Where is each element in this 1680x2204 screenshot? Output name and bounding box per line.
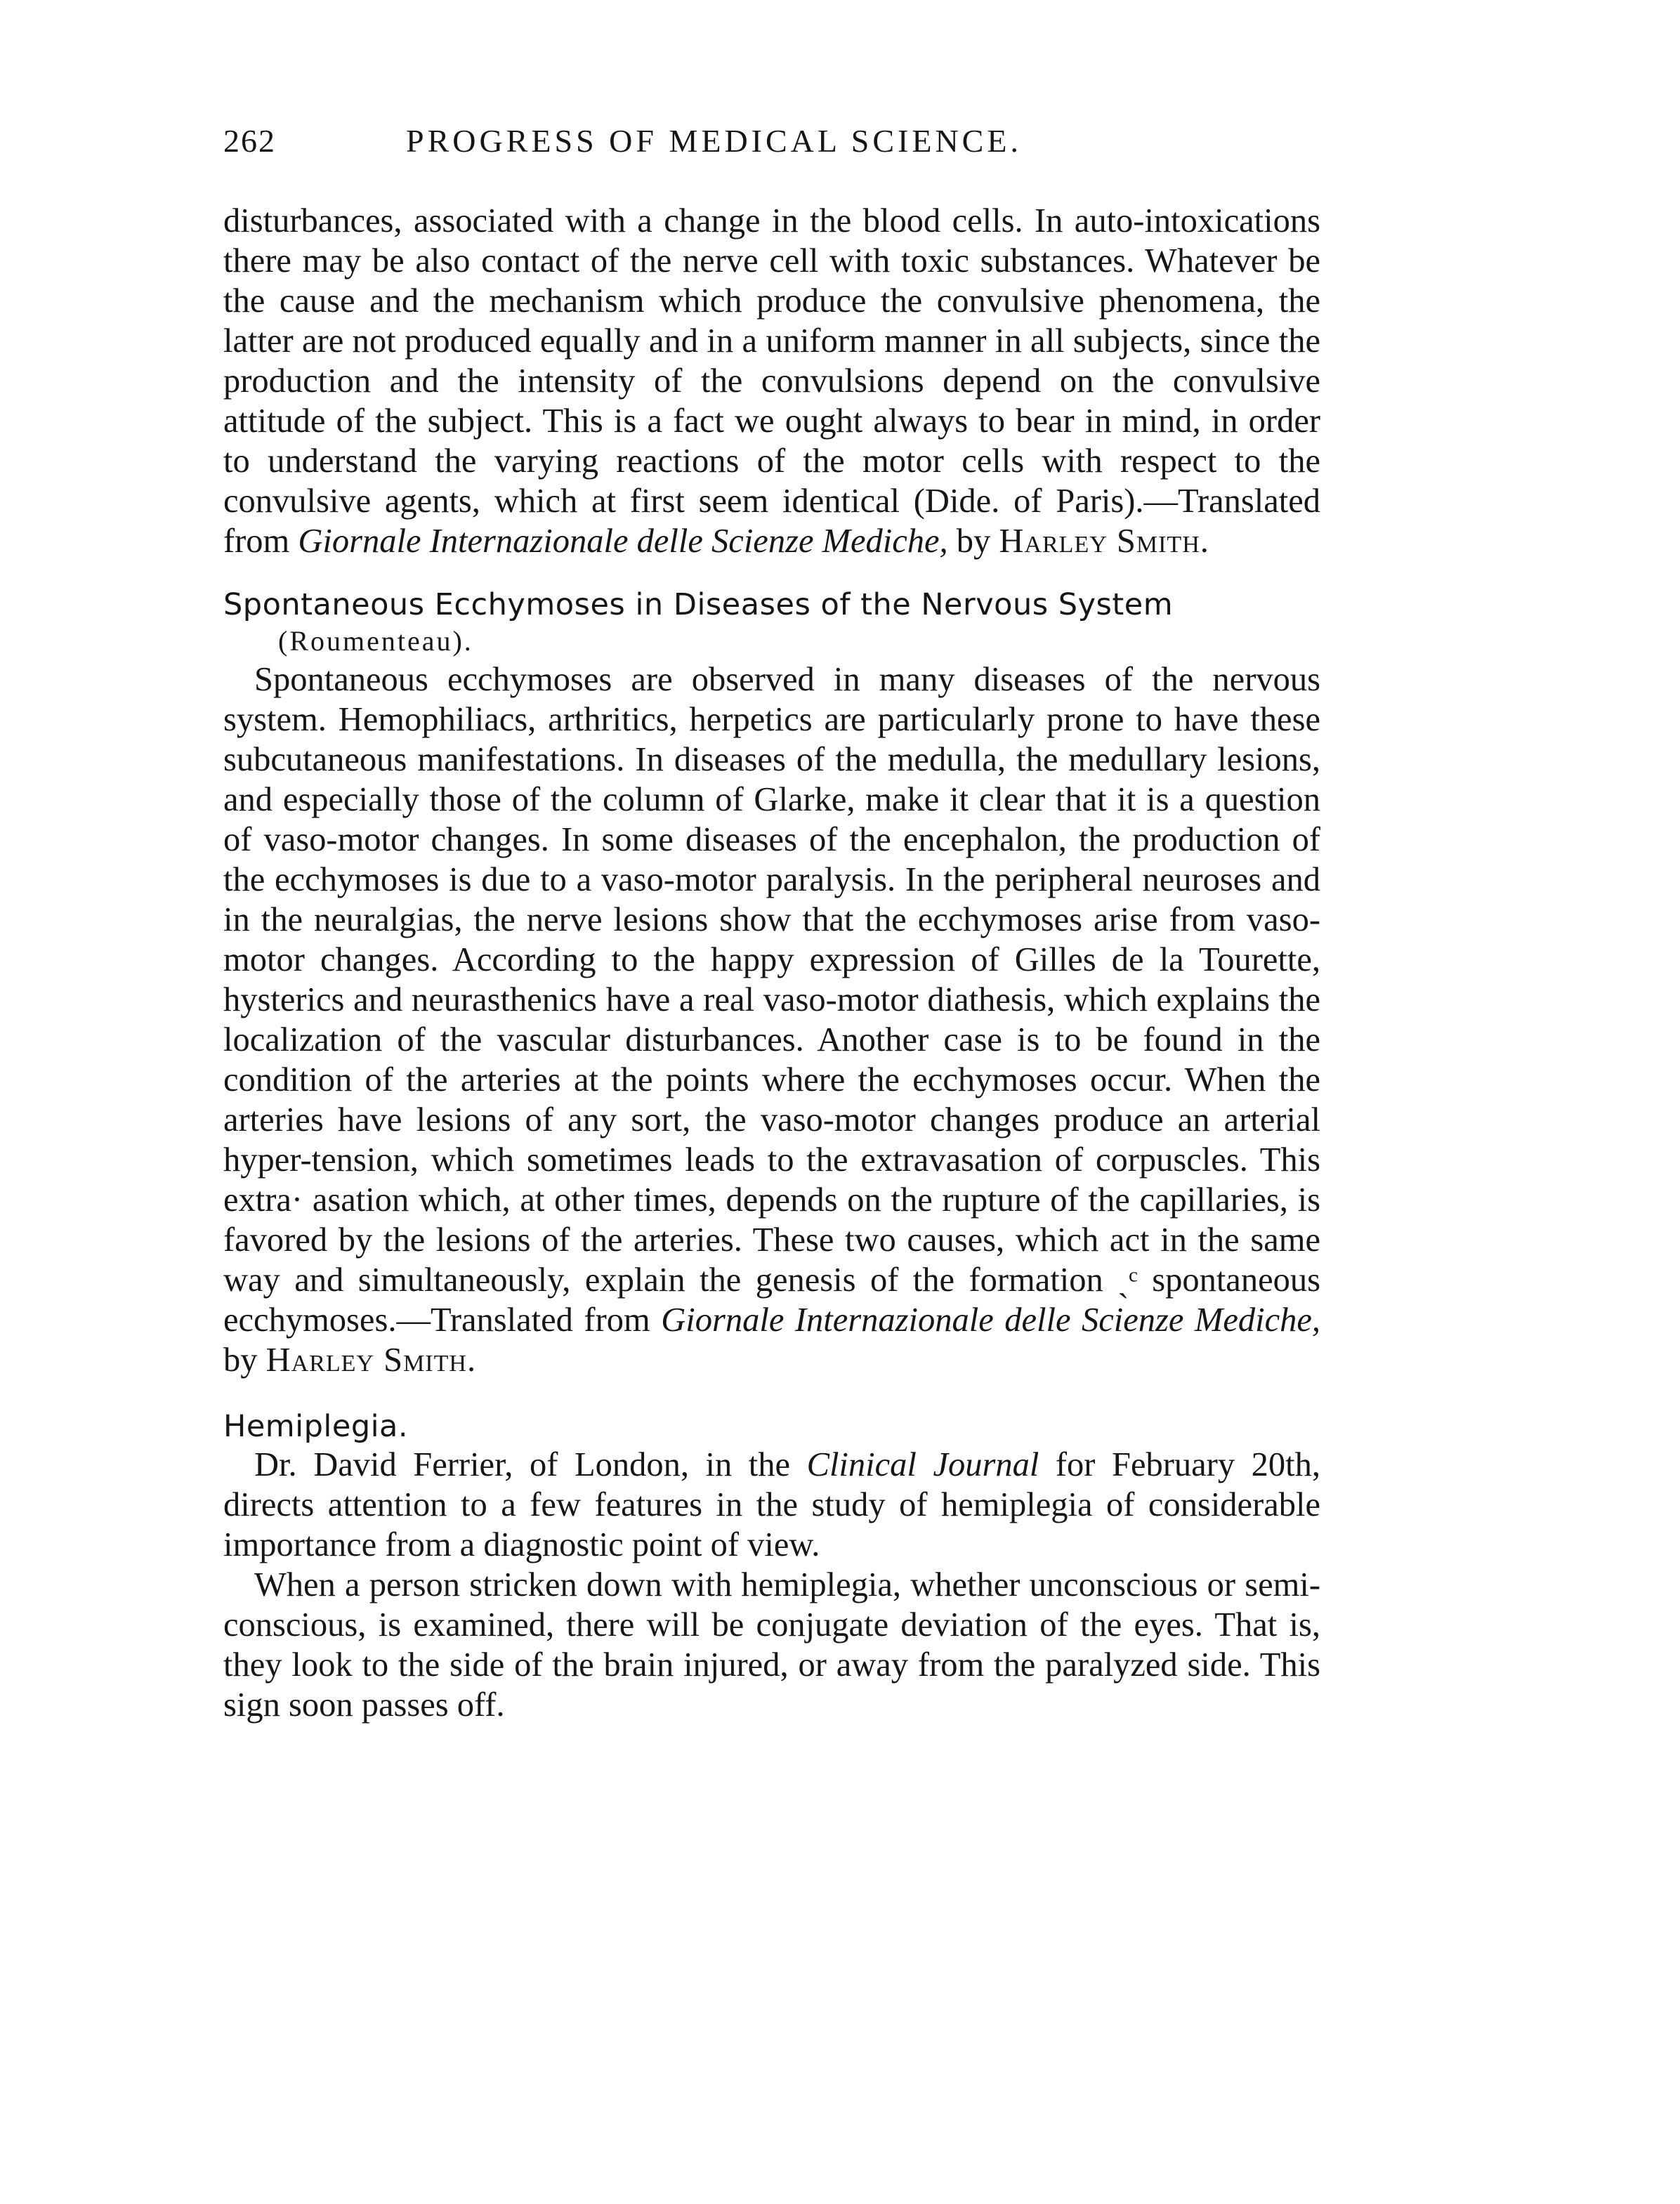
section-heading-title: Hemiplegia. (223, 1409, 409, 1444)
paragraph-text: Dr. David Ferrier, of London, in the (254, 1446, 807, 1483)
continued-paragraph (223, 201, 1320, 561)
translator-name: Harley Smith. (999, 523, 1209, 560)
section-heading-hemiplegia (223, 1408, 1320, 1445)
page-number: 262 (223, 123, 276, 159)
section-heading-ecchymoses (223, 586, 1320, 660)
paragraph-text: When a person stricken down with hemiplegia, whether unconscious or semi-conscious, is examined, there will be conjugate deviation of the eyes. That is, they look to the side of the brain injured, or away from the paralyzed side. This sign soon passes off. (223, 1566, 1320, 1724)
ecchymoses-paragraph (223, 660, 1320, 1380)
running-title: PROGRESS OF MEDICAL SCIENCE. (406, 123, 1022, 159)
continued-paragraph-text: disturbances, associated with a change in the blood cells. In auto-intoxications there may be also contact of the nerve cell with toxic substances. Whatever be the cause and the mechanism which produce the convulsive phenomena, the latter are not produced equally and in a uniform manner in all subjects, since the production and the intensity of the convulsions depend on the convulsive attitude of the subject. This is a fact we ought always to bear in mind, in order to understand the varying reactions of the motor cells with respect to the convulsive agents, which at first seem identical (Dide. of Paris).—Translated from (223, 202, 1320, 560)
section-heading-title: Spontaneous Ecchymoses in Diseases of the Nervous System (223, 587, 1174, 622)
page-header (223, 122, 1129, 171)
source-citation: Giornale Internazionale delle Scienze Mediche, (298, 523, 948, 560)
journal-title: Clinical Journal (806, 1446, 1039, 1483)
ecchymoses-paragraph-text: Spontaneous ecchymoses are observed in many diseases of the nervous system. Hemophiliacs, arthritics, herpetics are particularly prone to have these subcutaneous manifestations. In diseases of the medulla, the medullary lesions, and especially those of the column of Glarke, make it clear that it is a question of vaso-motor changes. In some diseases of the encephalon, the production of the ecchymoses is due to a vaso-motor paralysis. In the peripheral neuroses and in the neuralgias, the nerve lesions show that the ecchymoses arise from vaso-motor changes. According to the happy expression of Gilles de la Tourette, hysterics and neurasthenics have a real vaso-motor diathesis, which explains the localization of the vascular disturbances. Another case is to be found in the condition of the arteries at the points where the ecchymoses occur. When the arteries have lesions of any sort, the vaso-motor changes produce an arterial hyper-tension, which sometimes leads to the extravasation of corpuscles. This extra· asation which, at other times, depends on the rupture of the capillaries, is favored by the lesions of the arteries. These two causes, which act in the same way and simultaneously, explain the genesis of the formation ˎᶜ spontaneous ecchymoses.—Translated from (223, 661, 1320, 1339)
translator-name: Harley Smith. (265, 1342, 477, 1379)
body-text (223, 201, 1320, 1725)
hemiplegia-paragraph-1 (223, 1445, 1320, 1565)
source-citation: Giornale Internazionale delle Scienze Mediche, (661, 1301, 1320, 1339)
by-text: by (947, 523, 999, 560)
paragraph-text: for February 20th, directs attention to a few features in the study of hemiplegia of considerable importance from a diagnostic point of view. (223, 1446, 1320, 1563)
section-heading-author: (Roumenteau). (278, 625, 473, 657)
hemiplegia-paragraph-2 (223, 1565, 1320, 1725)
by-text: by (223, 1342, 266, 1379)
